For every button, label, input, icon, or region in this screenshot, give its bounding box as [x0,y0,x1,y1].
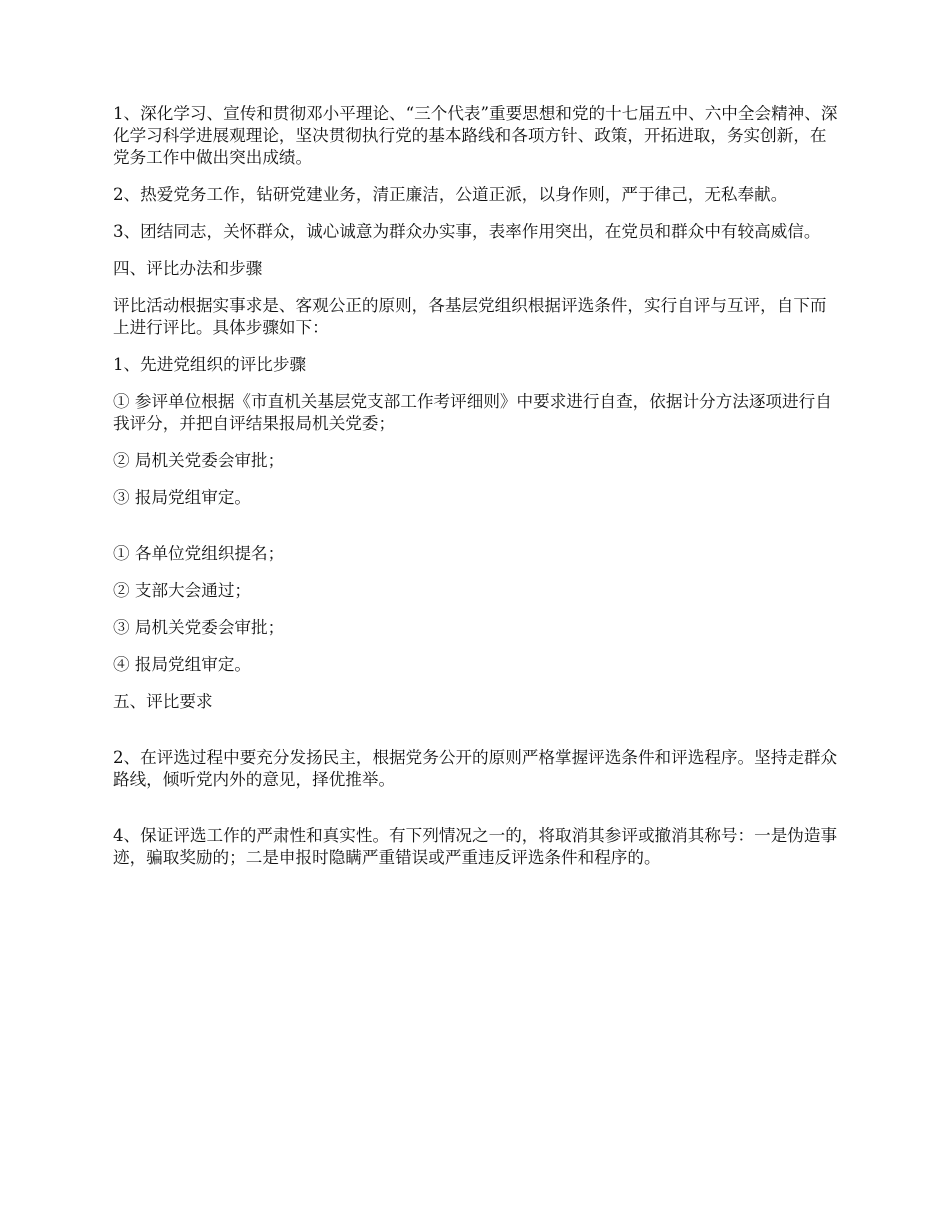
paragraph-2: 2、热爱党务工作，钻研党建业务，清正廉洁，公道正派，以身作则，严于律己，无私奉献。 [113,185,788,204]
subheading-steps: 1、先进党组织的评比步骤 [113,355,307,374]
step-2: ② 局机关党委会审批； [113,451,285,470]
document-body [113,103,838,869]
requirement-2: 2、在评选过程中要充分发扬民主，根据党务公开的原则严格掌握评选条件和评选程序。坚持走群众路线，倾听党内外的意见，择优推举。 [113,748,838,789]
step-b-4: ④ 报局党组审定。 [113,655,252,674]
section-heading-5: 五、评比要求 [113,692,213,711]
step-3: ③ 报局党组审定。 [113,488,252,507]
paragraph-3: 3、团结同志，关怀群众，诚心诚意为群众办实事，表率作用突出，在党员和群众中有较高威信。 [113,222,821,241]
step-1: ① 参评单位根据《市直机关基层党支部工作考评细则》中要求进行自查，依据计分方法逐项进行自我评分，并把自评结果报局机关党委； [113,392,832,433]
requirement-4: 4、保证评选工作的严肃性和真实性。有下列情况之一的，将取消其参评或撤消其称号：一是伪造事迹，骗取奖励的；二是申报时隐瞒严重错误或严重违反评选条件和程序的。 [113,826,838,867]
step-b-1: ① 各单位党组织提名； [113,544,285,563]
paragraph-method: 评比活动根据实事求是、客观公正的原则，各基层党组织根据评选条件，实行自评与互评，自下而上进行评比。具体步骤如下： [113,296,827,337]
paragraph-1: 1、深化学习、宣传和贯彻邓小平理论、“三个代表”重要思想和党的十七届五中、六中全会精神、深化学习科学进展观理论，坚决贯彻执行党的基本路线和各项方针、政策，开拓进取，务实创新，在党务工作中做出突出成绩。 [113,104,838,167]
step-b-3: ③ 局机关党委会审批； [113,618,285,637]
step-b-2: ② 支部大会通过； [113,581,252,600]
section-heading-4: 四、评比办法和步骤 [113,259,263,278]
